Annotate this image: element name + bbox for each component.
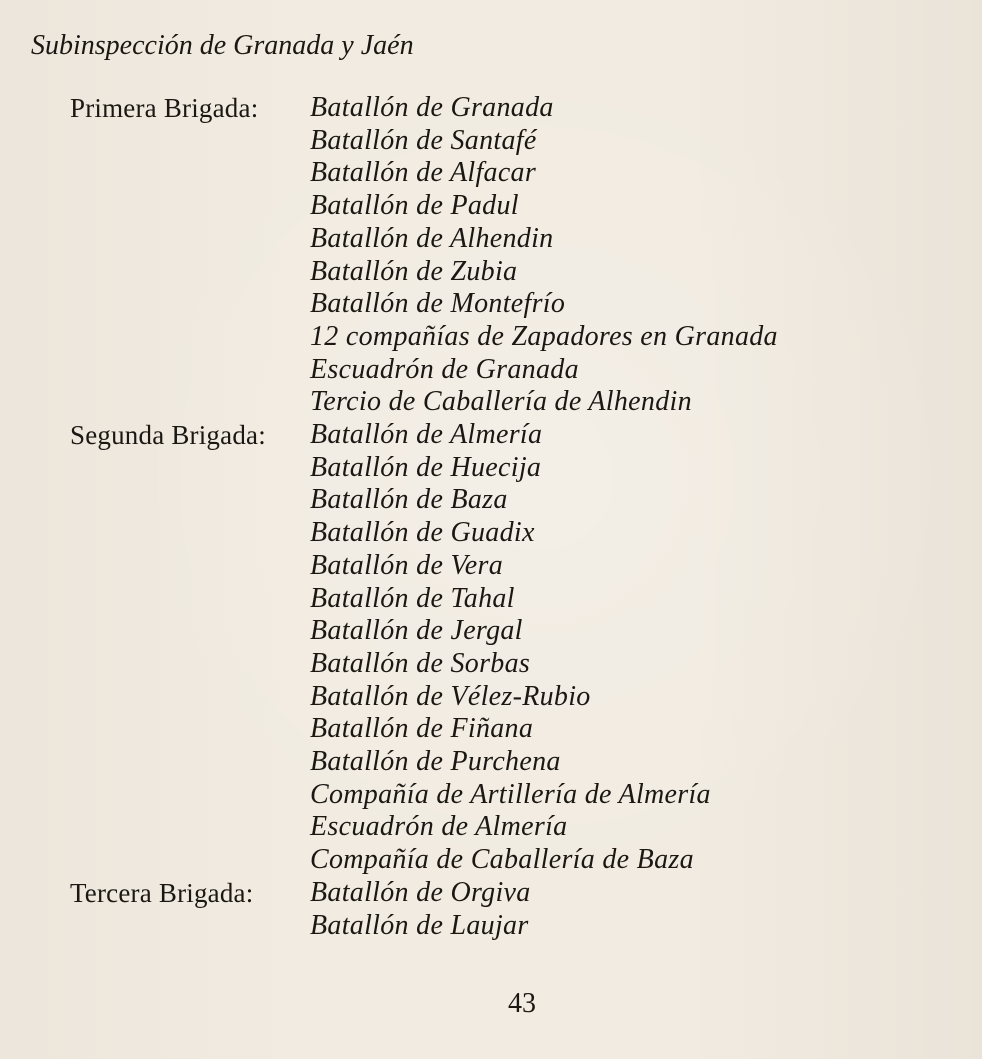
unit-item: Batallón de Alfacar — [310, 157, 537, 189]
unit-item: Batallón de Santafé — [310, 124, 537, 156]
unit-item: Batallón de Padul — [310, 190, 519, 222]
brigade-units — [310, 877, 531, 942]
brigade-label: Tercera Brigada: — [70, 877, 254, 908]
brigade-primera — [70, 92, 920, 419]
unit-item: Batallón de Guadix — [310, 517, 535, 549]
unit-item: Batallón de Tahal — [310, 582, 515, 614]
unit-item: Compañía de Caballería de Baza — [310, 844, 694, 876]
brigade-list — [70, 92, 920, 942]
unit-item: Compañía de Artillería de Almería — [310, 778, 711, 810]
unit-item: Batallón de Granada — [310, 92, 554, 123]
unit-item: Batallón de Orgiva — [310, 876, 531, 908]
unit-item: Batallón de Vélez-Rubio — [310, 680, 591, 712]
unit-item: Batallón de Purchena — [310, 746, 561, 778]
brigade-label: Primera Brigada: — [70, 93, 259, 123]
unit-item: Batallón de Zubia — [310, 255, 518, 287]
unit-item: Batallón de Huecija — [310, 451, 542, 483]
unit-item: Batallón de Jergal — [310, 615, 523, 647]
unit-item: Batallón de Vera — [310, 549, 503, 581]
brigade-tercera — [70, 877, 920, 942]
brigade-units — [310, 419, 711, 877]
brigade-units — [310, 92, 778, 419]
brigade-segunda — [70, 419, 920, 877]
unit-item: Batallón de Fiñana — [310, 713, 534, 745]
section-heading: Subinspección de Granada y Jaén — [31, 30, 414, 61]
unit-item: Tercio de Caballería de Alhendin — [310, 386, 692, 418]
unit-item: Batallón de Alhendin — [310, 222, 554, 254]
brigade-label: Segunda Brigada: — [70, 420, 266, 451]
unit-item: Batallón de Baza — [310, 484, 508, 516]
unit-item: Escuadrón de Almería — [310, 811, 568, 843]
unit-item: 12 compañías de Zapadores en Granada — [310, 320, 778, 352]
unit-item: Escuadrón de Granada — [310, 353, 579, 385]
page-number: 43 — [508, 988, 536, 1019]
unit-item: Batallón de Montefrío — [310, 288, 566, 320]
unit-item: Batallón de Sorbas — [310, 647, 531, 679]
unit-item: Batallón de Almería — [310, 419, 543, 451]
unit-item: Batallón de Laujar — [310, 909, 529, 941]
